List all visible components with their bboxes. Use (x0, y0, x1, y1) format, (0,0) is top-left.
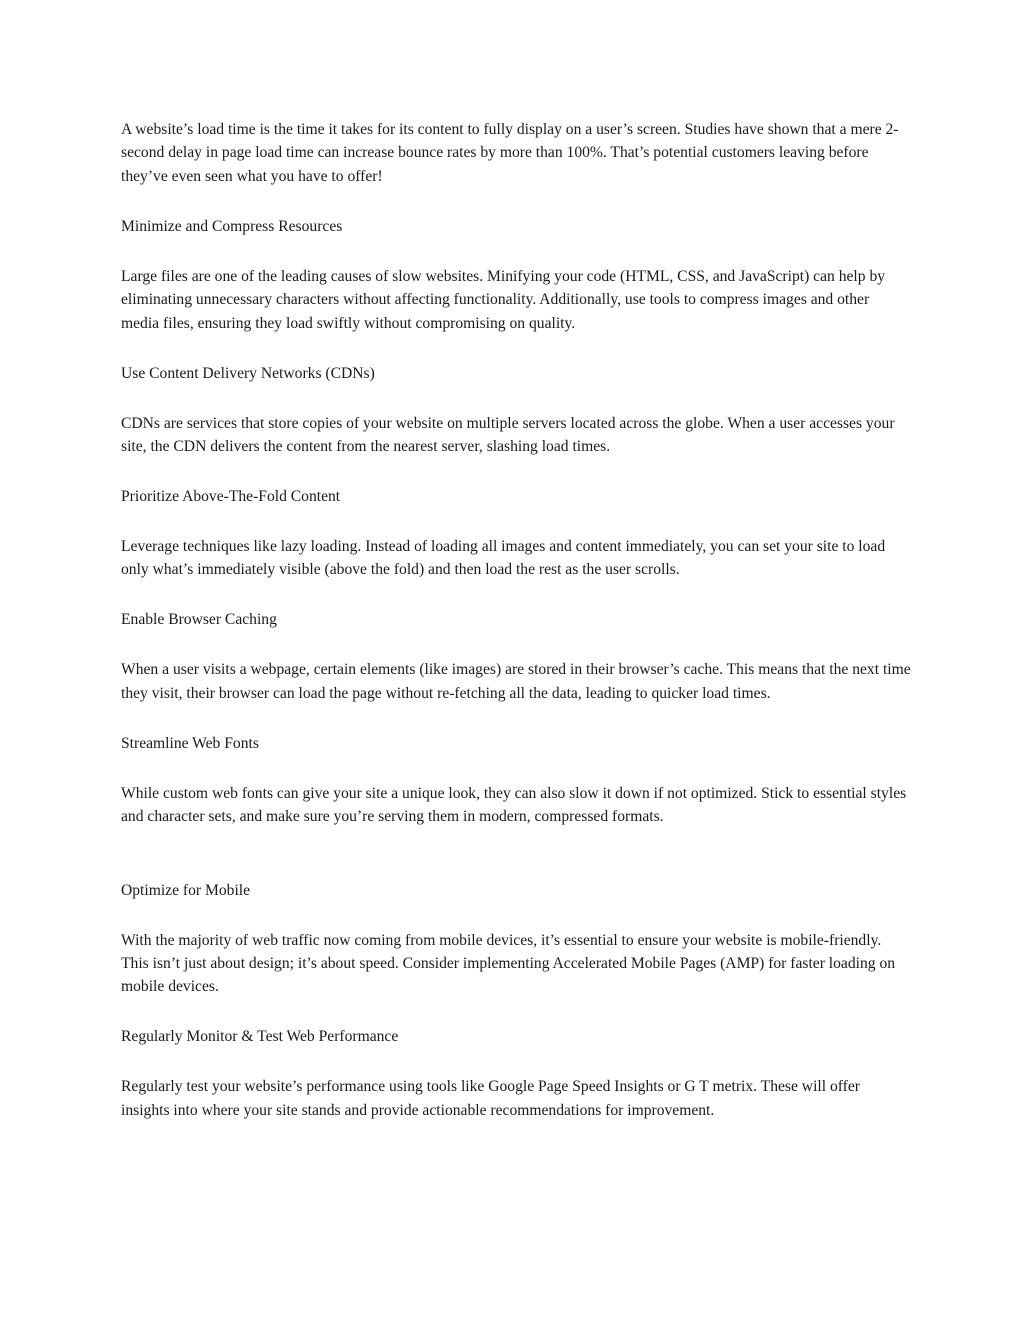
section-heading-above-fold: Prioritize Above-The-Fold Content (121, 488, 341, 506)
section-heading-web-fonts: Streamline Web Fonts (121, 734, 259, 752)
section-body-monitor: Regularly test your website’s performance using tools like Google Page Speed Insights or G T metrix. These will offer insights into where your site stands and provide actionable recommendations for improvement. (121, 1078, 860, 1119)
section-heading-cdn: Use Content Delivery Networks (CDNs) (121, 364, 375, 382)
section-heading-minimize: Minimize and Compress Resources (121, 217, 343, 235)
section-body-minimize: Large files are one of the leading causes of slow websites. Minifying your code (HTML, CSS, and JavaScript) can help by eliminating unnecessary characters without affecting functionality. Additionally, use tools to compress images and other media files, ensuring they load swiftly without compromising on quality. (121, 267, 886, 332)
section-body-web-fonts: While custom web fonts can give your site a unique look, they can also slow it down if not optimized. Stick to essential styles and character sets, and make sure you’re serving them in modern, compressed formats. (121, 784, 907, 826)
intro-paragraph: A website’s load time is the time it takes for its content to fully display on a user’s screen. Studies have shown that a mere 2-second delay in page load time can increase bounce rates by more than 100%. That’s potential customers leaving before they’ve even seen what you have to offer! (121, 121, 899, 185)
section-body-mobile: With the majority of web traffic now coming from mobile devices, it’s essential to ensure your website is mobile-friendly. This isn’t just about design; it’s about speed. Consider implementing Accelerated Mobile Pages (AMP) for faster loading on mobile devices. (121, 931, 896, 996)
section-heading-monitor: Regularly Monitor & Test Web Performance (121, 1028, 399, 1046)
section-body-above-fold: Leverage techniques like lazy loading. Instead of loading all images and content immediately, you can set your site to load only what’s immediately visible (above the fold) and then load the rest as the user scrolls. (121, 538, 886, 579)
document-body (121, 118, 911, 1149)
section-body-cdn: CDNs are services that store copies of your website on multiple servers located across the globe. When a user accesses your site, the CDN delivers the content from the nearest server, slashing load times. (121, 414, 895, 456)
section-heading-caching: Enable Browser Caching (121, 611, 277, 629)
section-heading-mobile: Optimize for Mobile (121, 881, 251, 899)
section-body-caching: When a user visits a webpage, certain elements (like images) are stored in their browser’s cache. This means that the next time they visit, their browser can load the page without re-fetching all the data, leading to quicker load times. (121, 661, 911, 702)
